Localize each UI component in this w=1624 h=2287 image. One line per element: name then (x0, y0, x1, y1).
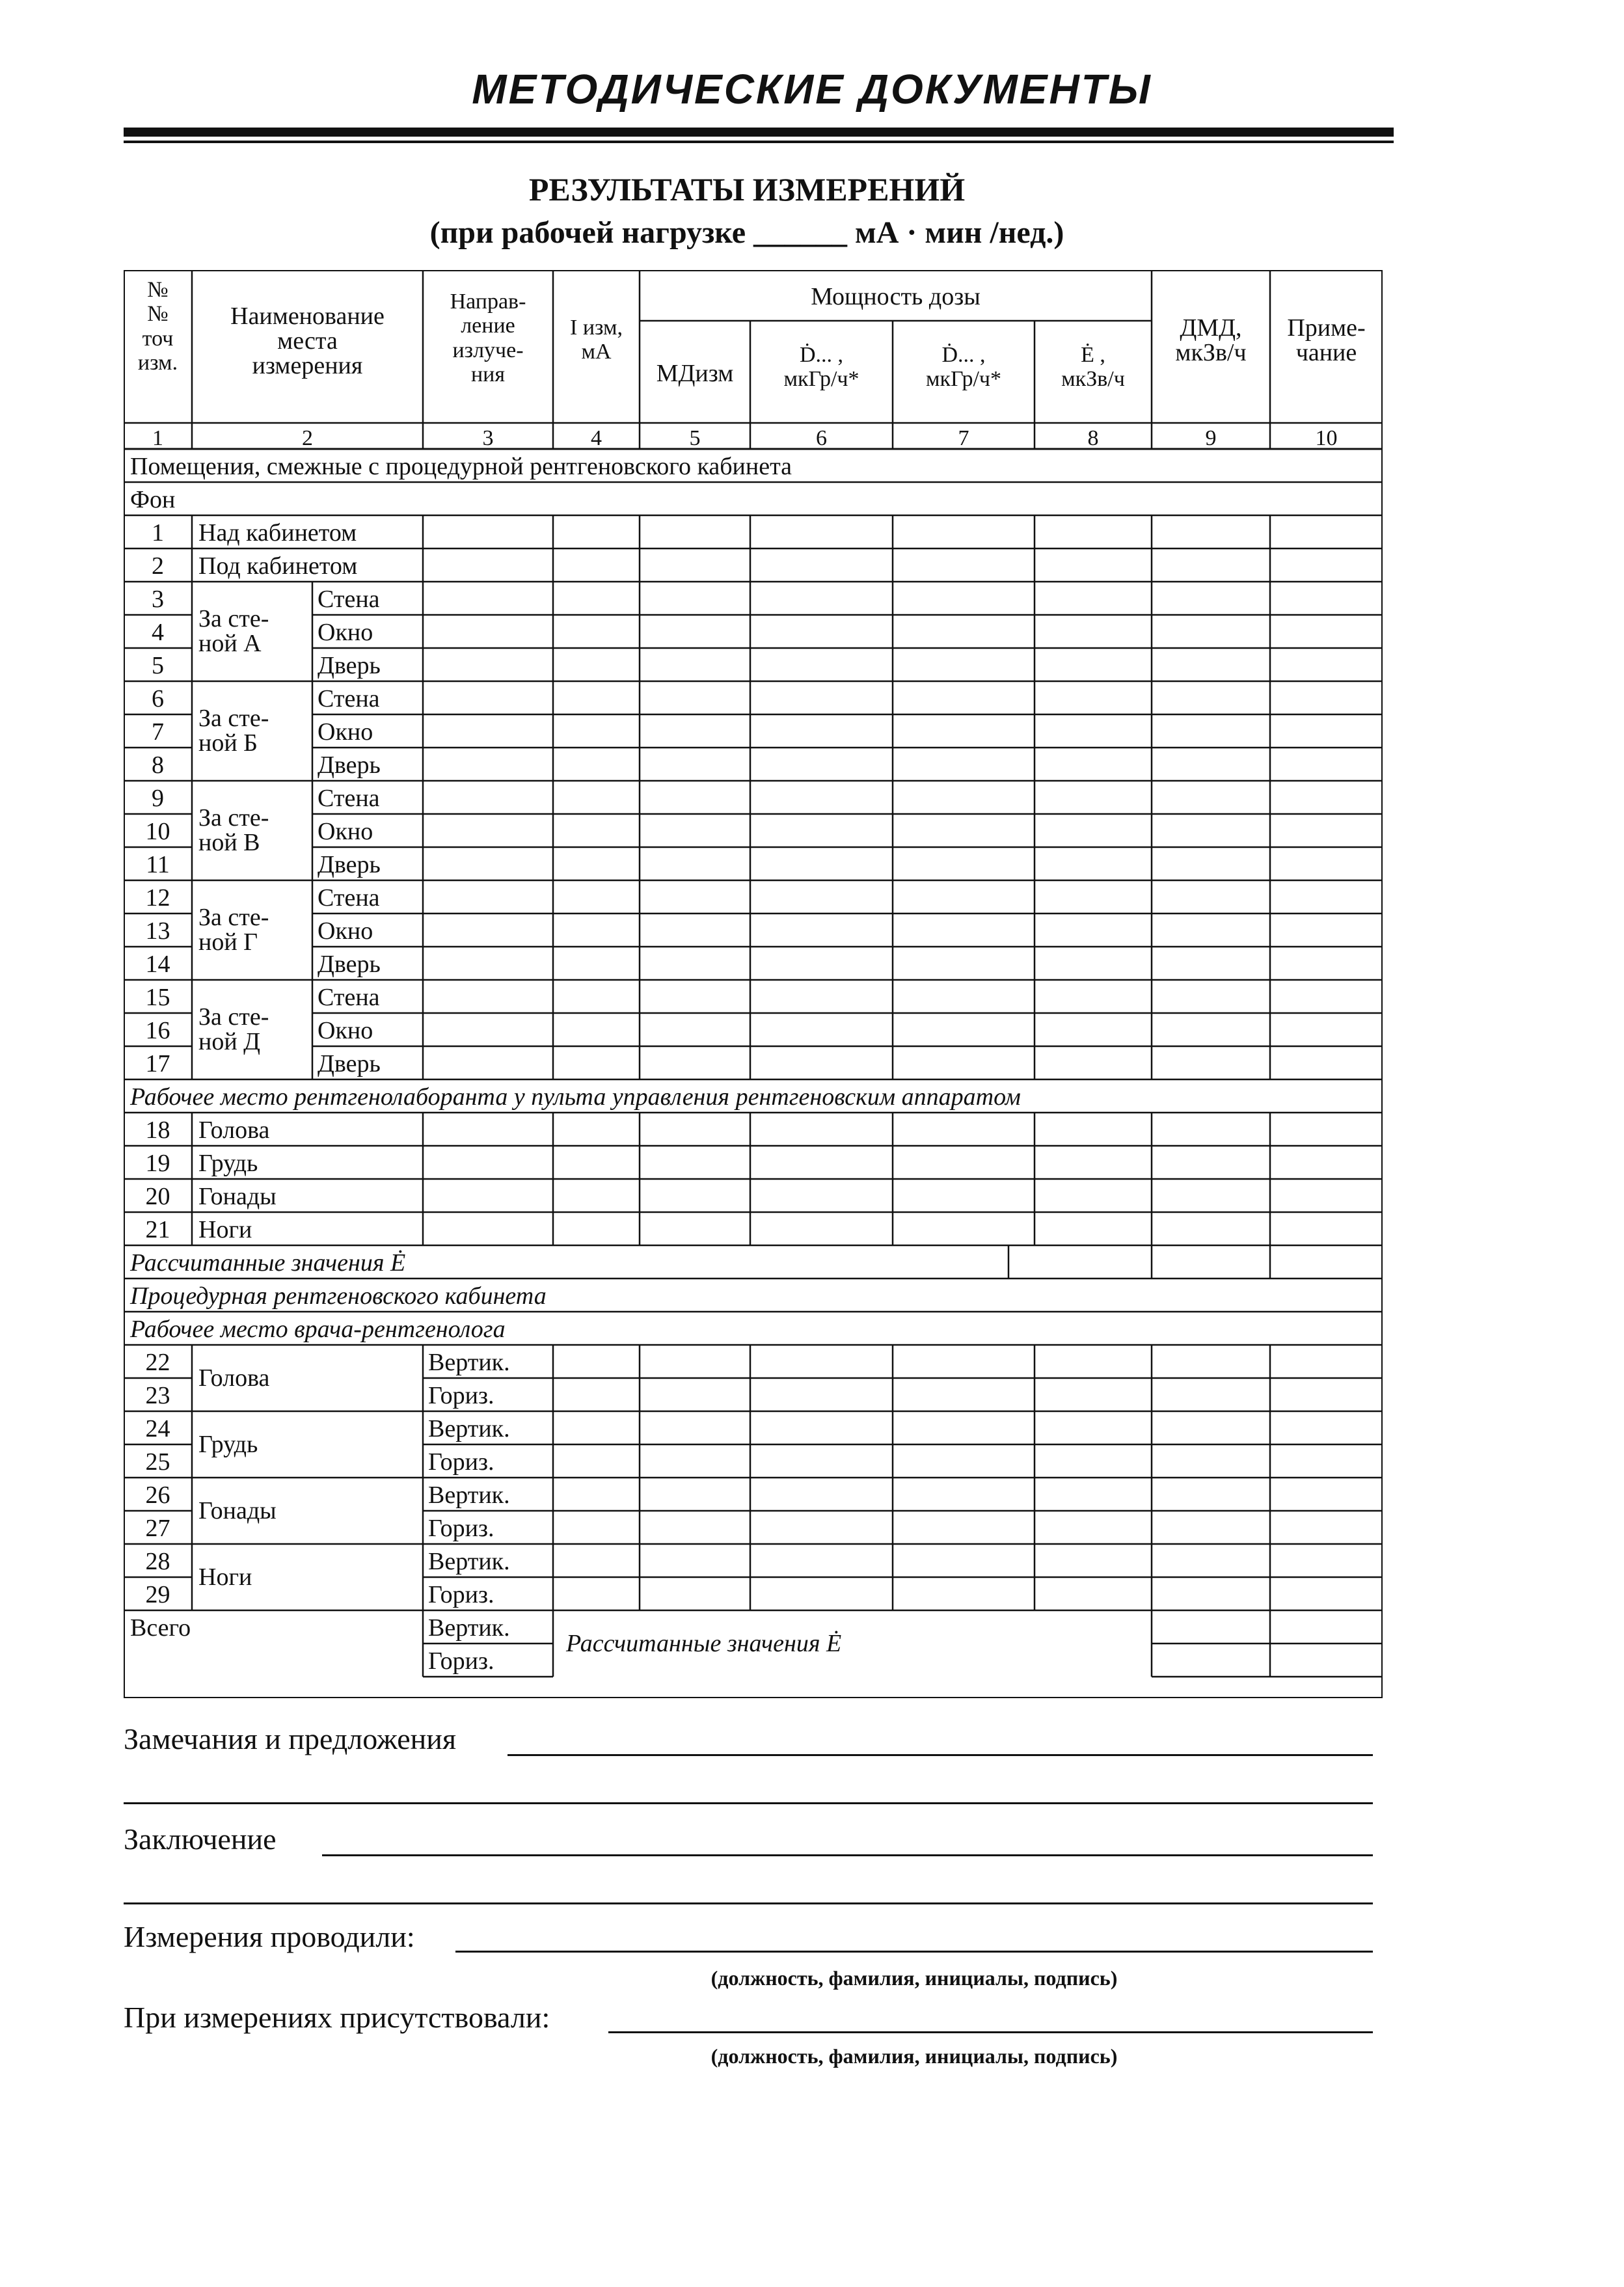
row-number: 12 (145, 884, 170, 912)
row-number: 29 (145, 1581, 170, 1608)
wall-part: Дверь (318, 1050, 381, 1077)
header-note: Приме- чание (1287, 314, 1366, 366)
wall-part: Дверь (318, 652, 381, 679)
row-number: 6 (152, 685, 164, 712)
row-number: 18 (145, 1116, 170, 1144)
section-operator: Рабочее место рентгенолаборанта у пульта управления рентгеновским аппаратом (130, 1083, 1021, 1111)
wall-part: Стена (318, 685, 380, 712)
wall-part: Окно (318, 619, 373, 646)
row-number: 5 (152, 652, 164, 679)
row-number: 10 (145, 818, 170, 845)
row-label: Гонады (198, 1183, 277, 1210)
header-dmd: ДМД, мкЗв/ч (1175, 314, 1247, 366)
conclusion-field-line2[interactable] (124, 1902, 1373, 1904)
header-d1: Ḋ... , мкГр/ч* (783, 343, 859, 392)
col-number: 8 (1087, 426, 1099, 450)
body-part-label: Ноги (198, 1563, 252, 1591)
header-d2: Ḋ... , мкГр/ч* (925, 343, 1002, 392)
measured-by-field[interactable] (455, 1951, 1373, 1953)
calculated-label: Рассчитанные значения Ė (130, 1249, 406, 1277)
direction-label: Вертик. (428, 1415, 510, 1442)
table-grid (124, 270, 1383, 1698)
wall-name: За сте- ной Б (198, 705, 269, 757)
wall-part: Окно (318, 818, 373, 845)
col-number: 5 (689, 426, 701, 450)
direction-label: Вертик. (428, 1349, 510, 1376)
col-number: 1 (152, 426, 163, 450)
row-label: Под кабинетом (198, 552, 358, 580)
header-rule (124, 128, 1394, 137)
row-label: Над кабинетом (198, 519, 357, 547)
row-number: 24 (145, 1415, 170, 1442)
row-number: 14 (145, 951, 170, 978)
direction-label: Гориз. (428, 1448, 494, 1476)
present-label: При измерениях присутствовали: (124, 2001, 550, 2034)
direction-label: Вертик. (428, 1548, 510, 1575)
row-number: 27 (145, 1515, 170, 1542)
row-number: 1 (152, 519, 164, 547)
header-current: I изм, мА (570, 316, 623, 364)
header-num: № № точ изм. (137, 278, 178, 375)
wall-name: За сте- ной А (198, 605, 269, 657)
header-md: МДизм (656, 360, 734, 387)
row-number: 20 (145, 1183, 170, 1210)
direction-label: Гориз. (428, 1382, 494, 1409)
wall-part: Дверь (318, 851, 381, 878)
body-part-label: Гонады (198, 1497, 277, 1524)
wall-part: Дверь (318, 751, 381, 779)
col-number: 6 (816, 426, 827, 450)
wall-part: Окно (318, 1017, 373, 1044)
row-number: 3 (152, 586, 164, 613)
measured-by-caption: (должность, фамилия, инициалы, подпись) (710, 1966, 1118, 1990)
remarks-label: Замечания и предложения (124, 1722, 457, 1755)
header-direction: Направ- ление излуче- ния (450, 290, 526, 387)
row-label: Грудь (198, 1150, 258, 1177)
row-number: 26 (145, 1482, 170, 1509)
row-number: 16 (145, 1017, 170, 1044)
row-number: 19 (145, 1150, 170, 1177)
wall-part: Дверь (318, 951, 381, 978)
row-number: 8 (152, 751, 164, 779)
wall-part: Стена (318, 785, 380, 812)
wall-name: За сте- ной Г (198, 904, 269, 956)
header-rule-thin (124, 141, 1394, 143)
remarks-field[interactable] (508, 1754, 1373, 1756)
total-label: Всего (130, 1614, 191, 1642)
col-number: 3 (482, 426, 494, 450)
direction-label: Гориз. (428, 1515, 494, 1542)
header-e: Ė , мкЗв/ч (1061, 343, 1125, 392)
results-table (124, 270, 1383, 1698)
total-calculated-label: Рассчитанные значения Ė (566, 1630, 842, 1657)
row-number: 9 (152, 785, 164, 812)
document-subtitle: (при рабочей нагрузке ______ мА · мин /нед.) (429, 215, 1064, 250)
row-number: 13 (145, 917, 170, 945)
direction-label: Гориз. (428, 1647, 494, 1675)
row-label: Ноги (198, 1216, 252, 1243)
row-number: 23 (145, 1382, 170, 1409)
body-part-label: Грудь (198, 1431, 258, 1458)
direction-label: Вертик. (428, 1482, 510, 1509)
row-number: 2 (152, 552, 164, 580)
row-number: 22 (145, 1349, 170, 1376)
header-place: Наименование места измерения (230, 303, 385, 379)
body-part-label: Голова (198, 1364, 270, 1392)
conclusion-field[interactable] (322, 1854, 1373, 1856)
section-doctor: Рабочее место врача-рентгенолога (130, 1316, 506, 1343)
wall-part: Стена (318, 586, 380, 613)
direction-label: Вертик. (428, 1614, 510, 1642)
direction-label: Гориз. (428, 1581, 494, 1608)
remarks-field-line2[interactable] (124, 1802, 1373, 1804)
present-field[interactable] (608, 2031, 1373, 2033)
row-number: 15 (145, 984, 170, 1011)
row-number: 25 (145, 1448, 170, 1476)
header-dose-group: Мощность дозы (811, 283, 981, 310)
col-number: 2 (302, 426, 313, 450)
wall-part: Окно (318, 718, 373, 746)
row-label: Голова (198, 1116, 270, 1144)
header-title: МЕТОДИЧЕСКИЕ ДОКУМЕНТЫ (472, 66, 1152, 113)
col-number: 7 (958, 426, 969, 450)
row-number: 28 (145, 1548, 170, 1575)
wall-part: Стена (318, 884, 380, 912)
wall-part: Окно (318, 917, 373, 945)
row-number: 21 (145, 1216, 170, 1243)
row-number: 11 (146, 851, 170, 878)
section-adjacent: Помещения, смежные с процедурной рентгеновского кабинета (130, 453, 792, 480)
section-background: Фон (130, 486, 176, 513)
present-caption: (должность, фамилия, инициалы, подпись) (710, 2044, 1118, 2068)
wall-name: За сте- ной В (198, 804, 269, 856)
wall-part: Стена (318, 984, 380, 1011)
col-number: 10 (1315, 426, 1338, 450)
row-number: 7 (152, 718, 164, 746)
row-number: 17 (145, 1050, 170, 1077)
wall-name: За сте- ной Д (198, 1003, 269, 1055)
col-number: 4 (591, 426, 602, 450)
row-number: 4 (152, 619, 164, 646)
col-number: 9 (1205, 426, 1217, 450)
measured-by-label: Измерения проводили: (124, 1920, 415, 1953)
document-title: РЕЗУЛЬТАТЫ ИЗМЕРЕНИЙ (528, 171, 966, 208)
conclusion-label: Заключение (124, 1822, 277, 1856)
section-procedure: Процедурная рентгеновского кабинета (130, 1282, 547, 1310)
